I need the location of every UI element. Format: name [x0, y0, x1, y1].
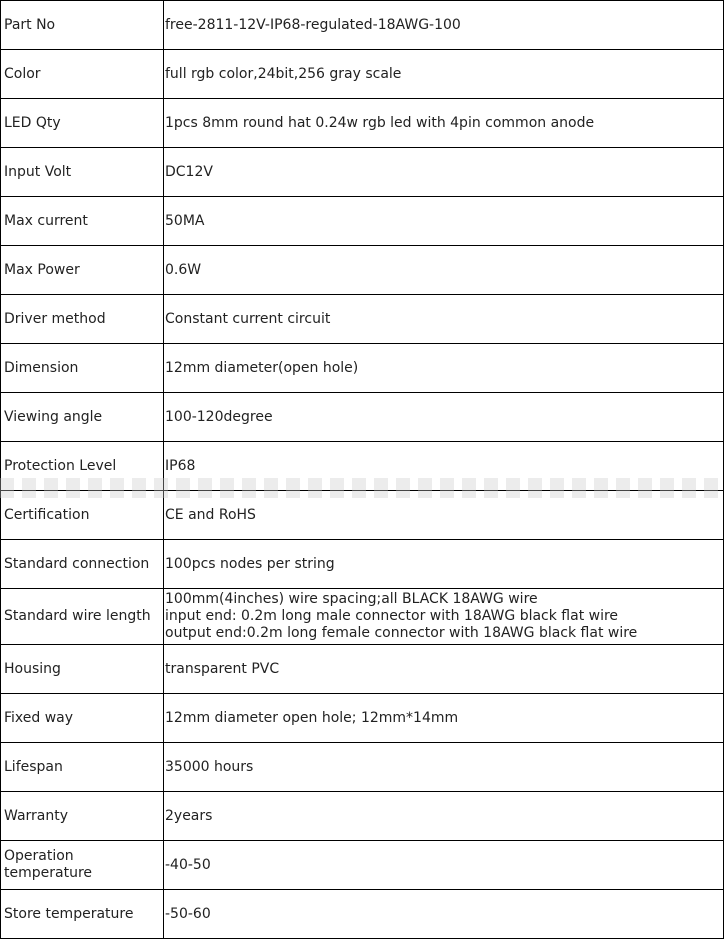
row-label: Certification [1, 491, 164, 540]
row-label: Part No [1, 1, 164, 50]
table-row [1, 50, 724, 99]
row-label: Store temperature [1, 890, 164, 939]
table-row [1, 491, 724, 540]
row-label: Max current [1, 197, 164, 246]
row-label: Viewing angle [1, 393, 164, 442]
row-label: Warranty [1, 792, 164, 841]
row-label: Operation temperature [1, 841, 164, 890]
table-row [1, 645, 724, 694]
row-label: Lifespan [1, 743, 164, 792]
row-value: CE and RoHS [164, 491, 724, 540]
row-value: -40-50 [164, 841, 724, 890]
table-row [1, 890, 724, 939]
table-row [1, 589, 724, 645]
row-value: Constant current circuit [164, 295, 724, 344]
row-label: Dimension [1, 344, 164, 393]
row-value: 50MA [164, 197, 724, 246]
table-row [1, 246, 724, 295]
row-value-line: output end:0.2m long female connector with 18AWG black flat wire [165, 625, 638, 641]
row-label: LED Qty [1, 99, 164, 148]
table-row [1, 99, 724, 148]
row-label: Driver method [1, 295, 164, 344]
row-label: Color [1, 50, 164, 99]
row-value: 1pcs 8mm round hat 0.24w rgb led with 4pin common anode [164, 99, 724, 148]
row-label: Input Volt [1, 148, 164, 197]
table-row [1, 344, 724, 393]
row-label: Protection Level [1, 442, 164, 491]
row-label: Fixed way [1, 694, 164, 743]
row-value: 100pcs nodes per string [164, 540, 724, 589]
row-label: Standard connection [1, 540, 164, 589]
table-row [1, 841, 724, 890]
table-row [1, 1, 724, 50]
table-row [1, 792, 724, 841]
table-row [1, 148, 724, 197]
row-value: free-2811-12V-IP68-regulated-18AWG-100 [164, 1, 724, 50]
table-row [1, 295, 724, 344]
row-value: 0.6W [164, 246, 724, 295]
row-value: 35000 hours [164, 743, 724, 792]
row-value: 100-120degree [164, 393, 724, 442]
row-value: DC12V [164, 148, 724, 197]
row-value: transparent PVC [164, 645, 724, 694]
row-value-line: 100mm(4inches) wire spacing;all BLACK 18AWG wire [165, 591, 538, 607]
row-value [164, 589, 724, 645]
table-row [1, 442, 724, 491]
row-label: Housing [1, 645, 164, 694]
table-row [1, 393, 724, 442]
table-row [1, 743, 724, 792]
row-value: 12mm diameter(open hole) [164, 344, 724, 393]
row-label: Max Power [1, 246, 164, 295]
table-row [1, 540, 724, 589]
row-value: full rgb color,24bit,256 gray scale [164, 50, 724, 99]
table-row [1, 197, 724, 246]
row-value-line: input end: 0.2m long male connector with 18AWG black flat wire [165, 608, 619, 624]
table-row [1, 694, 724, 743]
row-label: Standard wire length [1, 589, 164, 645]
row-value: 2years [164, 792, 724, 841]
row-value: IP68 [164, 442, 724, 491]
row-value: -50-60 [164, 890, 724, 939]
row-value: 12mm diameter open hole; 12mm*14mm [164, 694, 724, 743]
